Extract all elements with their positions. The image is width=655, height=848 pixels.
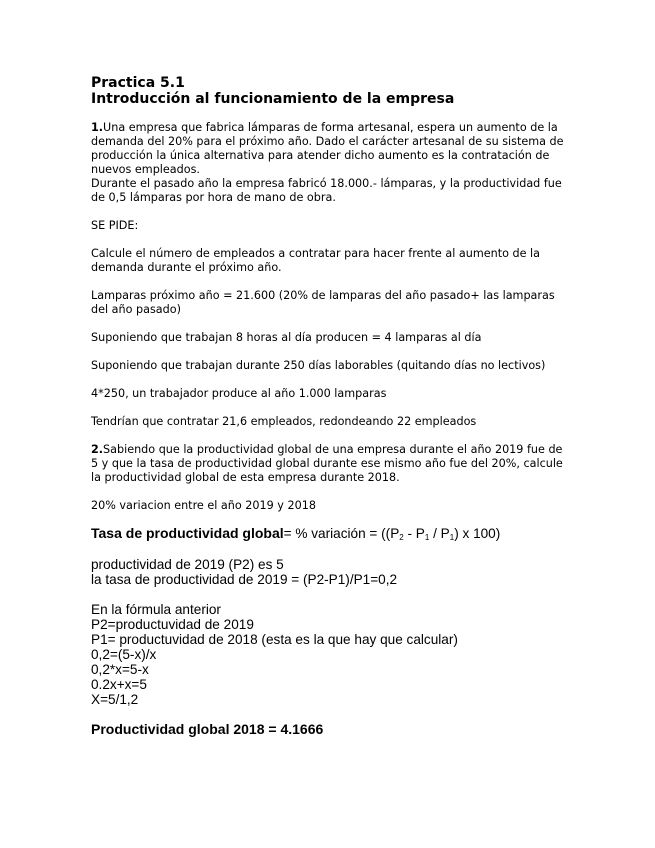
formula-sub: 1 bbox=[449, 533, 455, 542]
question-1-statement: Una empresa que fabrica lámparas de forma artesanal, espera un aumento de la demanda del 20% para el próximo año. Dado el carácter artesanal de su sistema de producción la única alternativa para atender dicho aumento es la contratación de nuevos empleados. bbox=[91, 121, 564, 176]
formula-part: - P bbox=[403, 526, 425, 541]
question-2-statement: Sabiendo que la productividad global de una empresa durante el año 2019 fue de 5 y que la tasa de productividad global durante ese mismo año fue del 20%, calcule la productividad global de esta empresa durante 2018. bbox=[91, 443, 563, 484]
question-1-number: 1. bbox=[91, 121, 104, 134]
calc-line-8: 0.2x+x=5 bbox=[91, 677, 147, 692]
formula-line bbox=[91, 525, 566, 542]
variation-note: 20% variacion entre el año 2019 y 2018 bbox=[91, 499, 316, 512]
calc-line-7: 0,2*x=5-x bbox=[91, 662, 149, 677]
question-1-ask: Calcule el número de empleados a contratar para hacer frente al aumento de la demanda durante el próximo año. bbox=[91, 247, 540, 274]
calc-line-9: X=5/1,2 bbox=[91, 692, 139, 707]
formula-part: = % variación = ((P bbox=[283, 526, 400, 541]
calc-line-2: la tasa de productividad de 2019 = (P2-P1)/P1=0,2 bbox=[91, 572, 398, 587]
question-1-text bbox=[91, 121, 566, 177]
page-title: Practica 5.1 bbox=[91, 75, 185, 91]
document-body bbox=[91, 75, 566, 737]
question-2-text bbox=[91, 443, 566, 485]
answer-line-5: Tendrían que contratar 21,6 empleados, redondeando 22 empleados bbox=[91, 415, 477, 428]
calc-line-5: P1= productuvidad de 2018 (esta es la que hay que calcular) bbox=[91, 632, 458, 647]
calc-line-4: P2=productuvidad de 2019 bbox=[91, 617, 254, 632]
formula-part: / P bbox=[429, 526, 450, 541]
answer-line-1: Lamparas próximo año = 21.600 (20% de lamparas del año pasado+ las lamparas del año pasado) bbox=[91, 289, 555, 316]
calc-line-6: 0,2=(5-x)/x bbox=[91, 647, 157, 662]
question-1-data: Durante el pasado año la empresa fabricó 18.000.- lámparas, y la productividad fue de 0,5 lámparas por hora de mano de obra. bbox=[91, 177, 562, 204]
formula-sub: 1 bbox=[424, 533, 430, 542]
answer-line-2: Suponiendo que trabajan 8 horas al día producen = 4 lamparas al día bbox=[91, 331, 482, 344]
page-subtitle: Introducción al funcionamiento de la empresa bbox=[91, 91, 455, 107]
calc-line-3: En la fórmula anterior bbox=[91, 602, 221, 617]
final-result: Productividad global 2018 = 4.1666 bbox=[91, 721, 324, 737]
formula-sub: 2 bbox=[399, 533, 404, 542]
answer-line-4: 4*250, un trabajador produce al año 1.000 lamparas bbox=[91, 387, 387, 400]
formula-part: ) x 100) bbox=[454, 526, 501, 541]
answer-line-3: Suponiendo que trabajan durante 250 días laborables (quitando días no lectivos) bbox=[91, 359, 546, 372]
formula-label: Tasa de productividad global bbox=[91, 525, 284, 541]
calc-line-1: productividad de 2019 (P2) es 5 bbox=[91, 557, 284, 572]
se-pide-label: SE PIDE: bbox=[91, 219, 139, 232]
question-2-number: 2. bbox=[91, 443, 104, 456]
